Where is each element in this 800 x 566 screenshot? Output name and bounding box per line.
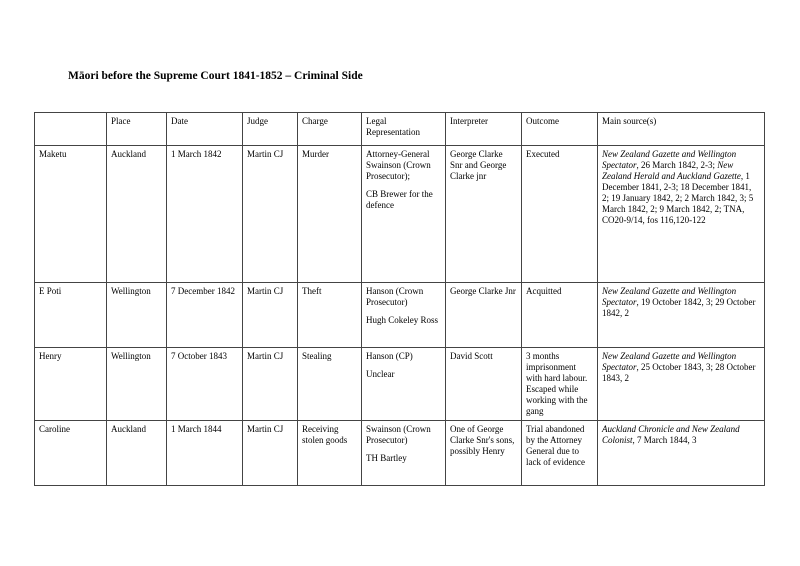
cell-legal-representation bbox=[362, 421, 446, 486]
cell-judge: Martin CJ bbox=[243, 283, 298, 348]
source-detail: , 26 March 1842, 2-3; bbox=[636, 159, 718, 170]
table-row bbox=[35, 348, 765, 421]
header-name bbox=[35, 113, 107, 146]
source-detail: , 19 October 1842, 3; 29 October 1842, 2 bbox=[602, 296, 756, 318]
cell-main-sources bbox=[598, 421, 765, 486]
cell-charge: Receiving stolen goods bbox=[298, 421, 362, 486]
legal-line: Swainson (Crown Prosecutor) bbox=[366, 424, 431, 445]
cell-legal-representation bbox=[362, 348, 446, 421]
table-row bbox=[35, 146, 765, 283]
source-title: New Zealand Herald and Auckland Gazette bbox=[602, 159, 741, 181]
header-legal-representation: Legal Representation bbox=[362, 113, 446, 146]
table-row bbox=[35, 283, 765, 348]
cell-charge: Stealing bbox=[298, 348, 362, 421]
criminal-cases-table bbox=[34, 112, 765, 486]
legal-line: Attorney-General Swainson (Crown Prosecutor); bbox=[366, 149, 431, 181]
cell-interpreter: One of George Clarke Snr's sons, possibly Henry bbox=[446, 421, 522, 486]
cell-legal-representation bbox=[362, 146, 446, 283]
cell-name: Maketu bbox=[35, 146, 107, 283]
cell-date: 7 December 1842 bbox=[167, 283, 243, 348]
cell-place: Wellington bbox=[107, 348, 167, 421]
source-detail: , 1 December 1841, 2-3; 18 December 1841, 2; 19 January 1842, 2; 2 March 1842, 3; 5 March 1842, 2; 9 March 1842, 2; TNA, CO20-9/14, fos 116,120-122 bbox=[602, 170, 754, 225]
source-detail: , 7 March 1844, 3 bbox=[632, 434, 697, 445]
source-title: New Zealand Gazette and Wellington Spectator bbox=[602, 149, 737, 170]
cell-name: Caroline bbox=[35, 421, 107, 486]
cell-date: 7 October 1843 bbox=[167, 348, 243, 421]
source-title: New Zealand Gazette and Wellington Spectator bbox=[602, 351, 737, 372]
legal-line: Hugh Cokeley Ross bbox=[366, 314, 438, 325]
cell-outcome: Executed bbox=[522, 146, 598, 283]
cell-judge: Martin CJ bbox=[243, 348, 298, 421]
cell-interpreter: George Clarke Jnr bbox=[446, 283, 522, 348]
table-row bbox=[35, 421, 765, 486]
header-place: Place bbox=[107, 113, 167, 146]
cell-place: Auckland bbox=[107, 421, 167, 486]
cell-interpreter: George Clarke Snr and George Clarke jnr bbox=[446, 146, 522, 283]
document-title: Māori before the Supreme Court 1841-1852 – Criminal Side bbox=[68, 70, 363, 82]
cell-judge: Martin CJ bbox=[243, 421, 298, 486]
source-title: New Zealand Gazette and Wellington Spectator bbox=[602, 286, 737, 307]
header-date: Date bbox=[167, 113, 243, 146]
legal-line: CB Brewer for the defence bbox=[366, 188, 433, 210]
cell-interpreter: David Scott bbox=[446, 348, 522, 421]
header-judge: Judge bbox=[243, 113, 298, 146]
legal-line: TH Bartley bbox=[366, 452, 407, 463]
cell-main-sources bbox=[598, 348, 765, 421]
legal-line: Hanson (CP) bbox=[366, 351, 413, 361]
cell-date: 1 March 1842 bbox=[167, 146, 243, 283]
legal-line: Unclear bbox=[366, 368, 395, 379]
header-charge: Charge bbox=[298, 113, 362, 146]
cell-place: Wellington bbox=[107, 283, 167, 348]
header-outcome: Outcome bbox=[522, 113, 598, 146]
cell-name: E Poti bbox=[35, 283, 107, 348]
cell-name: Henry bbox=[35, 348, 107, 421]
cell-charge: Murder bbox=[298, 146, 362, 283]
header-interpreter: Interpreter bbox=[446, 113, 522, 146]
source-title: Auckland Chronicle and New Zealand Colonist bbox=[602, 424, 740, 445]
table-header-row bbox=[35, 113, 765, 146]
cell-outcome: Trial abandoned by the Attorney General due to lack of evidence bbox=[522, 421, 598, 486]
cell-main-sources bbox=[598, 283, 765, 348]
cell-place: Auckland bbox=[107, 146, 167, 283]
legal-line: Hanson (Crown Prosecutor) bbox=[366, 286, 424, 307]
cell-outcome: 3 months imprisonment with hard labour. Escaped while working with the gang bbox=[522, 348, 598, 421]
cell-main-sources bbox=[598, 146, 765, 283]
header-main-sources: Main source(s) bbox=[598, 113, 765, 146]
source-detail: , 25 October 1843, 3; 28 October 1843, 2 bbox=[602, 361, 756, 383]
cell-charge: Theft bbox=[298, 283, 362, 348]
cell-date: 1 March 1844 bbox=[167, 421, 243, 486]
cell-judge: Martin CJ bbox=[243, 146, 298, 283]
cell-legal-representation bbox=[362, 283, 446, 348]
cell-outcome: Acquitted bbox=[522, 283, 598, 348]
